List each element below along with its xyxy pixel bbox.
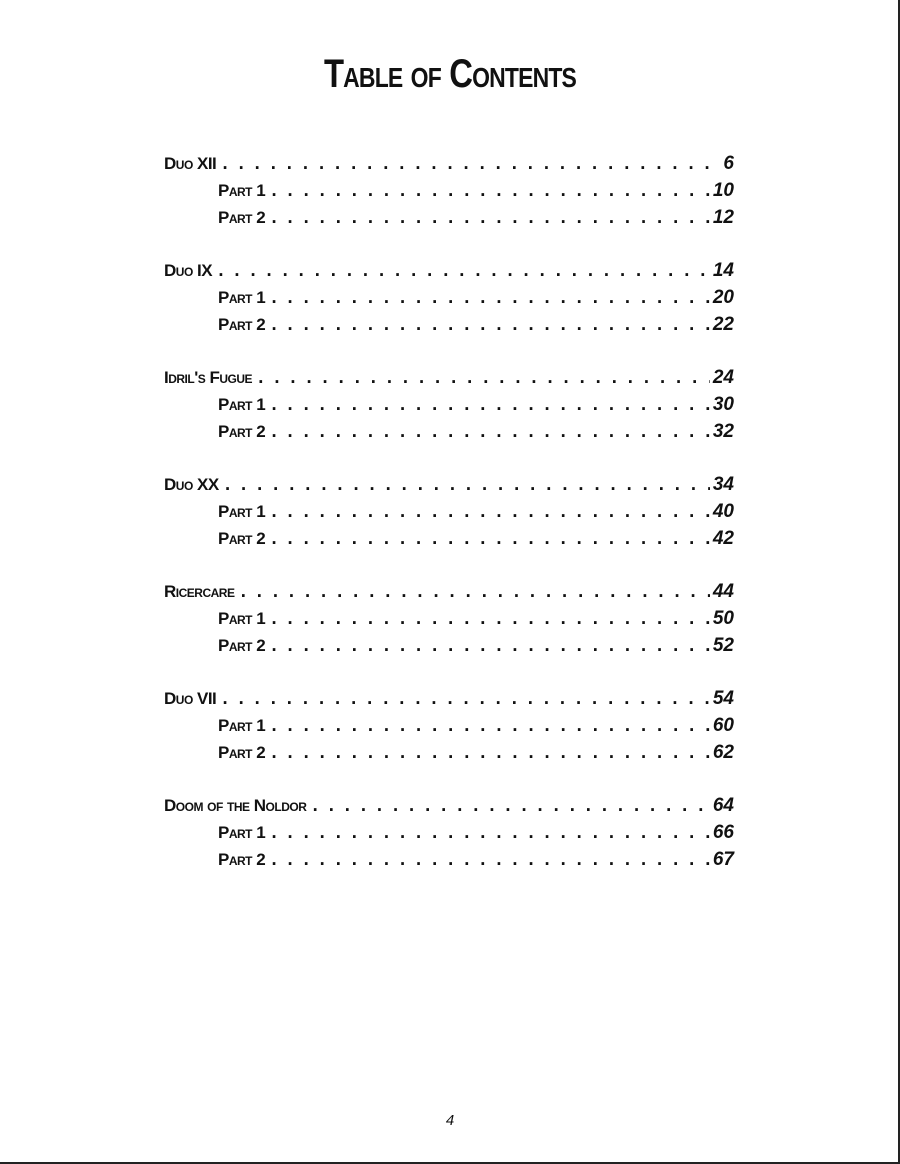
entry-label: Part 1 <box>218 288 266 307</box>
page-title: Table of Contents <box>323 52 577 96</box>
dot-leader <box>223 471 710 498</box>
dot-leader <box>269 204 710 231</box>
toc-entry[interactable] <box>164 471 734 498</box>
entry-page-number: 20 <box>712 287 734 308</box>
entry-page-number: 64 <box>712 795 734 816</box>
toc-list <box>164 150 734 899</box>
toc-subentry[interactable] <box>164 819 734 846</box>
entry-label: Ricercare <box>164 582 235 601</box>
dot-leader <box>220 150 710 177</box>
toc-subentry[interactable] <box>164 739 734 766</box>
entry-label: Part 1 <box>218 716 266 735</box>
page-number: 4 <box>445 1112 455 1129</box>
entry-page-number: 6 <box>723 153 734 174</box>
entry-page-number: 60 <box>712 715 734 736</box>
dot-leader <box>269 498 710 525</box>
dot-leader <box>256 364 710 391</box>
dot-leader <box>269 284 710 311</box>
entry-label: Doom of the Noldor <box>164 796 307 815</box>
toc-entry[interactable] <box>164 685 734 712</box>
toc-subentry[interactable] <box>164 846 734 873</box>
entry-page-number: 40 <box>712 501 734 522</box>
dot-leader <box>269 311 710 338</box>
toc-subentry[interactable] <box>164 391 734 418</box>
entry-label: Duo XII <box>164 154 217 173</box>
toc-entry[interactable] <box>164 364 734 391</box>
entry-page-number: 30 <box>712 394 734 415</box>
entry-label: Part 2 <box>218 850 266 869</box>
entry-page-number: 67 <box>712 849 734 870</box>
entry-page-number: 62 <box>712 742 734 763</box>
toc-group <box>164 685 734 766</box>
dot-leader <box>220 685 710 712</box>
dot-leader <box>269 391 710 418</box>
dot-leader <box>238 578 710 605</box>
dot-leader <box>269 819 710 846</box>
dot-leader <box>269 846 710 873</box>
entry-page-number: 34 <box>712 474 734 495</box>
toc-subentry[interactable] <box>164 712 734 739</box>
entry-label: Part 2 <box>218 529 266 548</box>
dot-leader <box>269 632 710 659</box>
toc-entry[interactable] <box>164 150 734 177</box>
entry-label: Duo IX <box>164 261 213 280</box>
toc-entry[interactable] <box>164 578 734 605</box>
entry-label: Idril's Fugue <box>164 368 253 387</box>
entry-page-number: 52 <box>712 635 734 656</box>
dot-leader <box>269 605 710 632</box>
toc-subentry[interactable] <box>164 311 734 338</box>
entry-page-number: 54 <box>712 688 734 709</box>
toc-group <box>164 578 734 659</box>
entry-label: Duo VII <box>164 689 217 708</box>
entry-label: Part 1 <box>218 181 266 200</box>
toc-group <box>164 792 734 873</box>
toc-subentry[interactable] <box>164 525 734 552</box>
toc-subentry[interactable] <box>164 204 734 231</box>
entry-label: Part 1 <box>218 823 266 842</box>
entry-label: Part 2 <box>218 422 266 441</box>
toc-subentry[interactable] <box>164 177 734 204</box>
toc-subentry[interactable] <box>164 605 734 632</box>
entry-label: Part 1 <box>218 609 266 628</box>
toc-group <box>164 364 734 445</box>
entry-label: Duo XX <box>164 475 219 494</box>
entry-label: Part 2 <box>218 208 266 227</box>
dot-leader <box>216 257 710 284</box>
entry-label: Part 1 <box>218 395 266 414</box>
entry-page-number: 12 <box>712 207 734 228</box>
entry-label: Part 1 <box>218 502 266 521</box>
dot-leader <box>269 418 710 445</box>
entry-page-number: 22 <box>712 314 734 335</box>
entry-page-number: 66 <box>712 822 734 843</box>
entry-label: Part 2 <box>218 636 266 655</box>
entry-page-number: 14 <box>712 260 734 281</box>
toc-group <box>164 150 734 231</box>
dot-leader <box>269 525 710 552</box>
entry-page-number: 32 <box>712 421 734 442</box>
toc-group <box>164 257 734 338</box>
dot-leader <box>269 712 710 739</box>
entry-page-number: 24 <box>712 367 734 388</box>
toc-entry[interactable] <box>164 792 734 819</box>
toc-subentry[interactable] <box>164 418 734 445</box>
entry-page-number: 44 <box>712 581 734 602</box>
entry-label: Part 2 <box>218 743 266 762</box>
dot-leader <box>269 177 710 204</box>
dot-leader <box>269 739 710 766</box>
entry-page-number: 50 <box>712 608 734 629</box>
toc-subentry[interactable] <box>164 284 734 311</box>
entry-page-number: 42 <box>712 528 734 549</box>
entry-label: Part 2 <box>218 315 266 334</box>
toc-subentry[interactable] <box>164 498 734 525</box>
toc-subentry[interactable] <box>164 632 734 659</box>
toc-entry[interactable] <box>164 257 734 284</box>
toc-group <box>164 471 734 552</box>
dot-leader <box>310 792 710 819</box>
entry-page-number: 10 <box>712 180 734 201</box>
